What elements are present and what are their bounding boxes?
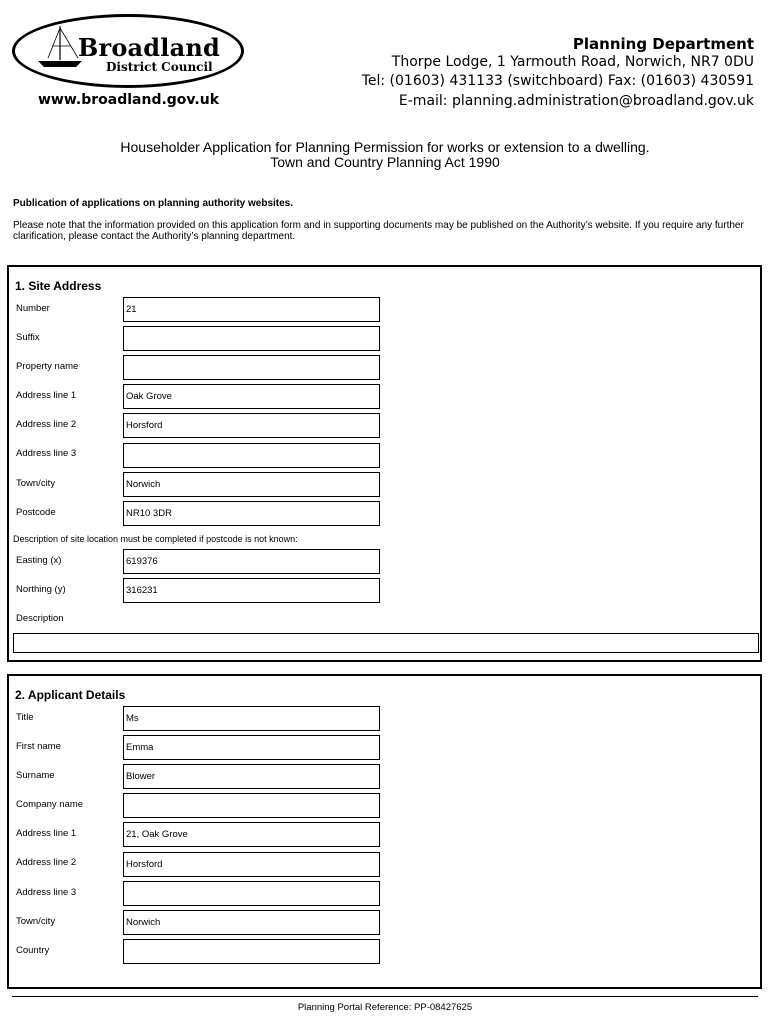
department-name: Planning Department <box>572 35 754 53</box>
town-city-field[interactable] <box>123 910 380 935</box>
portal-reference: Planning Portal Reference: PP-08427625 <box>297 1002 473 1013</box>
logo-brand-text: Broadland <box>78 33 220 62</box>
form-title: Householder Application for Planning Permission for works or extension to a dwelling. <box>120 139 650 155</box>
description-field[interactable] <box>13 633 759 653</box>
address-line-2-field[interactable] <box>123 413 380 438</box>
town-city-label: Town/city <box>16 478 56 489</box>
department-email[interactable]: E-mail: planning.administration@broadland.gov.uk <box>398 93 754 109</box>
company-name-field[interactable] <box>123 793 380 818</box>
first-name-field[interactable] <box>123 735 380 760</box>
surname-label: Surname <box>16 770 55 781</box>
website-link[interactable]: www.broadland.gov.uk <box>38 92 220 108</box>
title-field[interactable] <box>123 706 380 731</box>
department-phone: Tel: (01603) 431133 (switchboard) Fax: (01603) 430591 <box>361 73 754 89</box>
section-title: 1. Site Address <box>15 279 102 293</box>
number-field[interactable] <box>123 297 380 322</box>
address-line-2-label: Address line 2 <box>16 419 77 430</box>
description-label: Description <box>16 613 64 624</box>
country-label: Country <box>16 945 50 956</box>
footer-divider <box>12 996 758 997</box>
country-field[interactable] <box>123 939 380 964</box>
applicant-details-section <box>7 674 762 989</box>
address-line-3-field[interactable] <box>123 443 380 468</box>
address-line-1-field[interactable] <box>123 384 380 409</box>
address-line-3-field[interactable] <box>123 881 380 906</box>
publication-heading: Publication of applications on planning authority websites. <box>13 198 294 209</box>
address-line-1-field[interactable] <box>123 822 380 847</box>
town-city-label: Town/city <box>16 916 56 927</box>
surname-field[interactable] <box>123 764 380 789</box>
easting-field[interactable] <box>123 549 380 574</box>
title-label: Title <box>16 712 34 723</box>
site-location-note: Description of site location must be completed if postcode is not known: <box>13 534 298 544</box>
postcode-label: Postcode <box>16 507 56 518</box>
company-name-label: Company name <box>16 799 84 810</box>
address-line-3-label: Address line 3 <box>16 887 77 898</box>
first-name-label: First name <box>16 741 61 752</box>
postcode-field[interactable] <box>123 501 380 526</box>
address-line-1-label: Address line 1 <box>16 828 77 839</box>
town-city-field[interactable] <box>123 472 380 497</box>
address-line-1-label: Address line 1 <box>16 390 77 401</box>
northing-field[interactable] <box>123 578 380 603</box>
address-line-3-label: Address line 3 <box>16 448 77 459</box>
address-line-2-label: Address line 2 <box>16 857 77 868</box>
publication-notice: Please note that the information provided on this application form and in supporting documents may be published on the Authority’s website. If you require any further clarification, please contact the Authority’s planning department. <box>13 220 744 242</box>
northing-label: Northing (y) <box>16 584 66 595</box>
property-name-field[interactable] <box>123 355 380 380</box>
property-name-label: Property name <box>16 361 79 372</box>
logo-subtitle-text: District Council <box>106 60 213 74</box>
easting-label: Easting (x) <box>16 555 62 566</box>
address-line-2-field[interactable] <box>123 852 380 877</box>
section-title: 2. Applicant Details <box>15 688 126 702</box>
department-address: Thorpe Lodge, 1 Yarmouth Road, Norwich, NR7 0DU <box>391 54 754 70</box>
suffix-label: Suffix <box>16 332 40 343</box>
site-address-section <box>7 265 762 662</box>
suffix-field[interactable] <box>123 326 380 351</box>
number-label: Number <box>16 303 50 314</box>
form-subtitle: Town and Country Planning Act 1990 <box>270 154 500 170</box>
